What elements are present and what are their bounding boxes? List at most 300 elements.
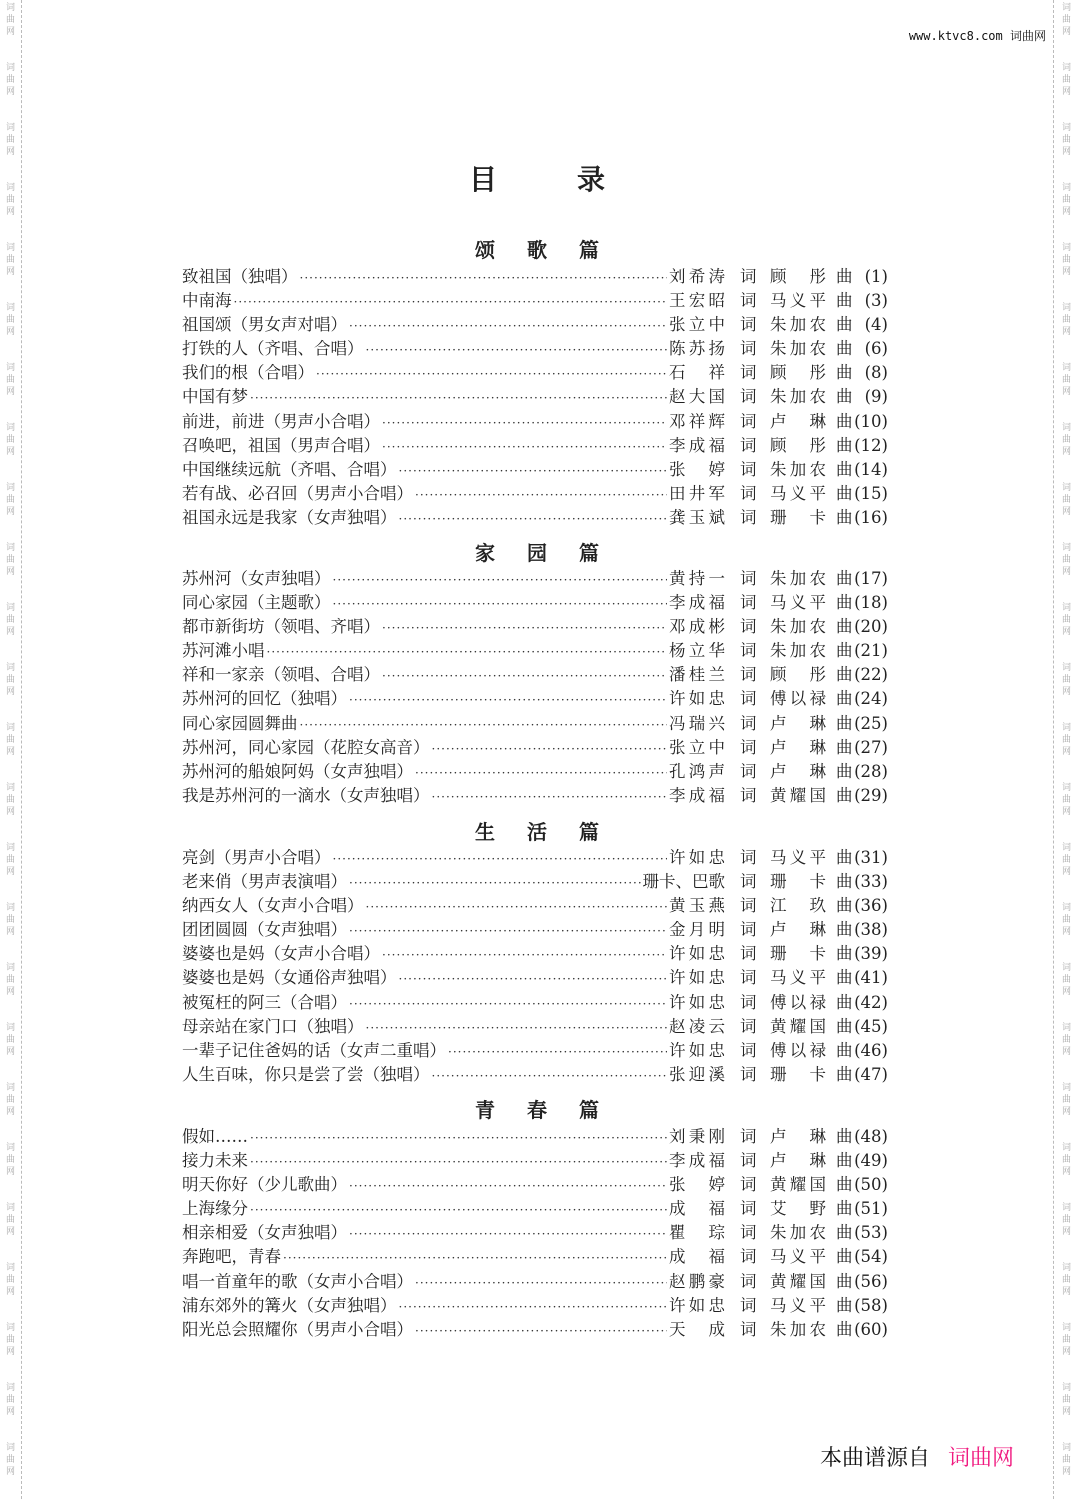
lyricist: 张 婷	[669, 459, 725, 479]
source-text: 本曲谱源自	[820, 1446, 931, 1471]
lyric-label: 词	[740, 713, 757, 733]
site-url[interactable]: www.ktvc8.com	[908, 29, 1003, 43]
song-title: 我是苏州河的一滴水（女声独唱）	[182, 785, 430, 805]
dot-leader	[415, 1276, 667, 1290]
composer: 顾 彤	[770, 267, 826, 286]
composer: 马义平	[770, 291, 826, 311]
song-title: 苏州河，同心家园（花腔女高音）	[182, 737, 430, 757]
toc-entry[interactable]	[182, 335, 888, 359]
dot-leader	[399, 464, 668, 478]
toc-entry[interactable]	[182, 685, 888, 709]
watermark-text: 词曲网	[1060, 362, 1070, 398]
lyric-label: 词	[740, 992, 757, 1012]
page-number: (39)	[854, 944, 888, 964]
section-list	[182, 263, 888, 528]
lyric-label: 词	[740, 483, 757, 503]
lyric-label: 词	[740, 435, 757, 455]
lyricist: 刘秉刚	[669, 1127, 725, 1146]
music-label: 曲	[836, 641, 853, 661]
lyricist: 张立中	[669, 315, 725, 335]
lyric-label: 词	[740, 339, 757, 359]
toc-entry[interactable]	[182, 964, 888, 988]
composer: 顾 彤	[770, 665, 826, 685]
watermark-text: 词曲网	[4, 122, 14, 158]
toc-entry[interactable]	[182, 892, 888, 916]
lyric-label: 词	[740, 1199, 757, 1219]
toc-entry[interactable]	[182, 1037, 888, 1061]
dot-leader	[283, 1251, 667, 1265]
toc-entry[interactable]	[182, 456, 888, 480]
toc-entry[interactable]	[182, 589, 888, 613]
lyric-label: 词	[740, 1271, 757, 1291]
lyricist: 黄玉燕	[669, 896, 725, 916]
dot-leader	[432, 1069, 668, 1083]
song-title: 接力未来	[182, 1151, 248, 1171]
song-title: 同心家园（主题歌）	[182, 593, 331, 613]
dot-leader	[250, 1131, 667, 1145]
watermark-text: 词曲网	[1060, 1442, 1070, 1478]
section-list	[182, 844, 888, 1085]
page-number: (38)	[854, 920, 888, 940]
lyric-label: 词	[740, 507, 757, 527]
song-title: 若有战、必召回（男声小合唱）	[182, 483, 413, 503]
music-label: 曲	[836, 1016, 853, 1036]
page-number: (6)	[864, 339, 888, 359]
dot-leader	[415, 488, 667, 502]
composer: 朱加农	[770, 315, 826, 335]
music-label: 曲	[836, 593, 853, 613]
dot-leader	[349, 1179, 667, 1193]
watermark-text: 词曲网	[1060, 182, 1070, 218]
watermark-text: 词曲网	[1060, 62, 1070, 98]
dot-leader	[349, 319, 667, 333]
music-label: 曲	[836, 689, 853, 709]
page-number: (22)	[854, 665, 888, 685]
watermark-text: 词曲网	[4, 662, 14, 698]
dot-leader	[382, 621, 667, 635]
lyric-label: 词	[740, 1223, 757, 1243]
lyric-label: 词	[740, 459, 757, 479]
page-number: (14)	[854, 459, 888, 479]
site-header	[909, 27, 1046, 44]
page-number: (17)	[854, 569, 888, 588]
lyricist: 石 祥	[669, 363, 725, 383]
lyric-label: 词	[740, 1175, 757, 1195]
toc-entry[interactable]	[182, 1013, 888, 1037]
watermark-text: 词曲网	[4, 1442, 14, 1478]
toc-entry[interactable]	[182, 868, 888, 892]
lyric-label: 词	[740, 1040, 757, 1060]
page-number: (24)	[854, 689, 888, 709]
song-title: 苏河滩小唱	[182, 641, 265, 661]
toc-entry[interactable]	[182, 1292, 888, 1316]
music-label: 曲	[836, 1040, 853, 1060]
watermark-text: 词曲网	[1060, 602, 1070, 638]
music-label: 曲	[836, 1175, 853, 1195]
toc-entry[interactable]	[182, 1219, 888, 1243]
dot-leader	[333, 852, 668, 866]
lyricist: 许如忠	[669, 992, 725, 1012]
lyricist: 潘桂兰	[669, 665, 725, 685]
lyricist: 李成福	[669, 1151, 725, 1171]
song-title: 祖国颂（男女声对唱）	[182, 315, 347, 335]
dot-leader	[366, 900, 668, 914]
music-label: 曲	[836, 1064, 853, 1084]
watermark-text: 词曲网	[1060, 662, 1070, 698]
composer: 卢 琳	[770, 411, 826, 431]
music-label: 曲	[836, 1223, 853, 1243]
lyric-label: 词	[740, 944, 757, 964]
music-label: 曲	[836, 761, 853, 781]
page-number: (21)	[854, 641, 888, 661]
composer: 傅以禄	[770, 992, 826, 1012]
toc-entry[interactable]	[182, 1147, 888, 1171]
watermark-text: 词曲网	[4, 1382, 14, 1418]
song-title: 打铁的人（齐唱、合唱）	[182, 339, 364, 359]
lyricist: 龚玉斌	[669, 507, 725, 527]
lyricist: 许如忠	[669, 1295, 725, 1315]
watermark-text: 词曲网	[4, 1082, 14, 1118]
song-title: 人生百味，你只是尝了尝（独唱）	[182, 1064, 430, 1084]
composer: 朱加农	[770, 569, 826, 588]
song-title: 浦东郊外的篝火（女声独唱）	[182, 1295, 397, 1315]
watermark-text: 词曲网	[1060, 1262, 1070, 1298]
watermark-text: 词曲网	[1060, 902, 1070, 938]
song-title: 相亲相爱（女声独唱）	[182, 1223, 347, 1243]
song-title: 婆婆也是妈（女通俗声独唱）	[182, 968, 397, 988]
lyric-label: 词	[740, 315, 757, 335]
watermark-text: 词曲网	[1060, 842, 1070, 878]
lyricist: 许如忠	[669, 848, 725, 867]
lyricist: 李成福	[669, 785, 725, 805]
watermark-text: 词曲网	[4, 2, 14, 38]
watermark-text: 词曲网	[4, 1022, 14, 1058]
watermark-text: 词曲网	[4, 722, 14, 758]
lyricist: 成 福	[669, 1247, 725, 1267]
song-title: 都市新街坊（领唱、齐唱）	[182, 617, 380, 637]
lyricist: 张 婷	[669, 1175, 725, 1195]
composer: 朱加农	[770, 459, 826, 479]
lyricist: 冯瑞兴	[669, 713, 725, 733]
toc-entry[interactable]	[182, 637, 888, 661]
dot-leader	[300, 271, 668, 285]
lyricist: 杨立华	[669, 641, 725, 661]
toc-entry[interactable]	[182, 383, 888, 407]
toc-entry[interactable]	[182, 844, 888, 868]
song-title: 母亲站在家门口（独唱）	[182, 1016, 364, 1036]
dot-leader	[448, 1045, 667, 1059]
toc-entry[interactable]	[182, 989, 888, 1013]
toc-entry[interactable]	[182, 1243, 888, 1267]
toc-entry[interactable]	[182, 758, 888, 782]
page-number: (51)	[854, 1199, 888, 1219]
song-title: 明天你好（少儿歌曲）	[182, 1175, 347, 1195]
composer: 黄耀国	[770, 1175, 826, 1195]
song-title: 苏州河的回忆（独唱）	[182, 689, 347, 709]
dot-leader	[382, 669, 667, 683]
composer: 朱加农	[770, 641, 826, 661]
song-title: 中国继续远航（齐唱、合唱）	[182, 459, 397, 479]
lyricist: 陈苏扬	[669, 339, 725, 359]
page-number: (36)	[854, 896, 888, 916]
watermark-strip-left	[2, 0, 16, 1500]
page-number: (60)	[854, 1319, 888, 1339]
page-number: (28)	[854, 761, 888, 781]
page-number: (3)	[864, 291, 888, 311]
lyric-label: 词	[740, 569, 757, 588]
page-number: (41)	[854, 968, 888, 988]
song-title: 假如……	[182, 1127, 248, 1146]
composer: 卢 琳	[770, 1151, 826, 1171]
toc-entry[interactable]	[182, 1268, 888, 1292]
page-number: (46)	[854, 1040, 888, 1060]
composer: 江 玖	[770, 896, 826, 916]
dot-leader	[399, 1300, 668, 1314]
music-label: 曲	[836, 363, 853, 383]
lyricist: 孔鸿声	[669, 761, 725, 781]
music-label: 曲	[836, 507, 853, 527]
dot-leader	[399, 512, 668, 526]
toc-entry[interactable]	[182, 1171, 888, 1195]
composer: 顾 彤	[770, 435, 826, 455]
toc-entry[interactable]	[182, 710, 888, 734]
song-title: 苏州河（女声独唱）	[182, 569, 331, 588]
lyric-label: 词	[740, 761, 757, 781]
lyricist: 邓成彬	[669, 617, 725, 637]
song-title: 老来俏（男声表演唱）	[182, 872, 347, 892]
page-number: (10)	[854, 411, 888, 431]
music-label: 曲	[836, 872, 853, 892]
dot-leader	[382, 440, 667, 454]
music-label: 曲	[836, 411, 853, 431]
page-number: (49)	[854, 1151, 888, 1171]
music-label: 曲	[836, 1271, 853, 1291]
composer: 顾 彤	[770, 363, 826, 383]
dot-leader	[349, 924, 667, 938]
composer: 珊 卡	[770, 507, 826, 527]
toc-entry[interactable]	[182, 1195, 888, 1219]
divider-left	[21, 0, 22, 1499]
watermark-text: 词曲网	[1060, 302, 1070, 338]
lyricist: 赵鹏豪	[669, 1271, 725, 1291]
song-title: 被冤枉的阿三（合唱）	[182, 992, 347, 1012]
page-number: (1)	[864, 267, 888, 286]
song-title: 召唤吧，祖国（男声合唱）	[182, 435, 380, 455]
dot-leader	[415, 766, 667, 780]
music-label: 曲	[836, 1199, 853, 1219]
music-label: 曲	[836, 1319, 853, 1339]
dot-leader	[250, 391, 667, 405]
lyric-label: 词	[740, 411, 757, 431]
page-number: (45)	[854, 1016, 888, 1036]
composer: 傅以禄	[770, 1040, 826, 1060]
lyric-label: 词	[740, 1064, 757, 1084]
lyricist: 张迎溪	[669, 1064, 725, 1084]
dot-leader	[432, 742, 668, 756]
watermark-text: 词曲网	[1060, 962, 1070, 998]
dot-leader	[382, 416, 667, 430]
page-number: (16)	[854, 507, 888, 527]
watermark-text: 词曲网	[4, 902, 14, 938]
watermark-text: 词曲网	[1060, 122, 1070, 158]
composer: 马义平	[770, 1247, 826, 1267]
lyric-label: 词	[740, 737, 757, 757]
lyricist: 田井军	[669, 483, 725, 503]
lyric-label: 词	[740, 1319, 757, 1339]
music-label: 曲	[836, 339, 853, 359]
lyricist: 成 福	[669, 1199, 725, 1219]
music-label: 曲	[836, 920, 853, 940]
composer: 朱加农	[770, 339, 826, 359]
page-number: (4)	[864, 315, 888, 335]
page-number: (58)	[854, 1295, 888, 1315]
page-number: (56)	[854, 1271, 888, 1291]
toc-entry[interactable]	[182, 734, 888, 758]
composer: 艾 野	[770, 1199, 826, 1219]
page-number: (12)	[854, 435, 888, 455]
music-label: 曲	[836, 1127, 853, 1146]
composer: 黄耀国	[770, 1016, 826, 1036]
dot-leader	[432, 790, 668, 804]
music-label: 曲	[836, 785, 853, 805]
song-title: 中南海	[182, 291, 232, 311]
page-number: (9)	[864, 387, 888, 407]
lyric-label: 词	[740, 1127, 757, 1146]
toc-entry[interactable]	[182, 661, 888, 685]
toc-entry[interactable]	[182, 782, 888, 806]
watermark-text: 词曲网	[4, 962, 14, 998]
lyric-label: 词	[740, 689, 757, 709]
song-title: 上海缘分	[182, 1199, 248, 1219]
music-label: 曲	[836, 459, 853, 479]
watermark-text: 词曲网	[1060, 542, 1070, 578]
page-number: (48)	[854, 1127, 888, 1146]
song-title: 婆婆也是妈（女声小合唱）	[182, 944, 380, 964]
toc-entry[interactable]	[182, 287, 888, 311]
song-title: 团团圆圆（女声独唱）	[182, 920, 347, 940]
dot-leader	[349, 693, 667, 707]
page-number: (18)	[854, 593, 888, 613]
lyric-label: 词	[740, 641, 757, 661]
toc-entry[interactable]	[182, 940, 888, 964]
composer: 朱加农	[770, 617, 826, 637]
music-label: 曲	[836, 1151, 853, 1171]
page-number: (54)	[854, 1247, 888, 1267]
lyricist: 张立中	[669, 737, 725, 757]
toc-entry[interactable]	[182, 480, 888, 504]
lyricist: 黄持一	[669, 569, 725, 588]
section-list	[182, 1123, 888, 1340]
section-list	[182, 565, 888, 806]
source-site-link[interactable]: 词曲网	[948, 1446, 1015, 1471]
watermark-text: 词曲网	[4, 1322, 14, 1358]
lyric-label: 词	[740, 617, 757, 637]
watermark-text: 词曲网	[4, 842, 14, 878]
music-label: 曲	[836, 387, 853, 407]
song-title: 唱一首童年的歌（女声小合唱）	[182, 1271, 413, 1291]
lyricist: 王宏昭	[669, 291, 725, 311]
music-label: 曲	[836, 896, 853, 916]
dot-leader	[349, 876, 641, 890]
music-label: 曲	[836, 435, 853, 455]
watermark-text: 词曲网	[1060, 782, 1070, 818]
lyric-label: 词	[740, 896, 757, 916]
composer: 卢 琳	[770, 761, 826, 781]
watermark-text: 词曲网	[1060, 1322, 1070, 1358]
music-label: 曲	[836, 992, 853, 1012]
toc-entry[interactable]	[182, 916, 888, 940]
dot-leader	[399, 972, 668, 986]
dot-leader	[250, 1203, 667, 1217]
toc-entry[interactable]	[182, 408, 888, 432]
toc-entry[interactable]	[182, 565, 888, 589]
song-title: 致祖国（独唱）	[182, 267, 298, 286]
dot-leader	[316, 367, 667, 381]
source-footer	[820, 1441, 1014, 1472]
page-number: (31)	[854, 848, 888, 867]
watermark-text: 词曲网	[1060, 1382, 1070, 1418]
dot-leader	[366, 343, 668, 357]
composer: 珊 卡	[770, 872, 826, 892]
watermark-strip-right	[1058, 0, 1072, 1500]
watermark-text: 词曲网	[4, 782, 14, 818]
toc-entry[interactable]	[182, 1316, 888, 1340]
page-number: (25)	[854, 713, 888, 733]
watermark-text: 词曲网	[1060, 1082, 1070, 1118]
composer: 卢 琳	[770, 713, 826, 733]
dot-leader	[349, 997, 667, 1011]
watermark-text: 词曲网	[1060, 722, 1070, 758]
music-label: 曲	[836, 267, 853, 286]
page-number: (33)	[854, 872, 888, 892]
song-title: 纳西女人（女声小合唱）	[182, 896, 364, 916]
lyricist: 赵凌云	[669, 1016, 725, 1036]
page-number: (20)	[854, 617, 888, 637]
lyricist: 珊卡、巴歌	[642, 872, 725, 892]
toc-entry[interactable]	[182, 311, 888, 335]
toc-entry[interactable]	[182, 504, 888, 528]
lyric-label: 词	[740, 665, 757, 685]
lyricist: 瞿 琮	[669, 1223, 725, 1243]
dot-leader	[415, 1324, 667, 1338]
toc-entry[interactable]	[182, 432, 888, 456]
toc-entry[interactable]	[182, 1061, 888, 1085]
watermark-text: 词曲网	[1060, 422, 1070, 458]
watermark-text: 词曲网	[4, 1142, 14, 1178]
dot-leader	[382, 948, 667, 962]
song-title: 我们的根（合唱）	[182, 363, 314, 383]
toc-entry[interactable]	[182, 359, 888, 383]
lyric-label: 词	[740, 593, 757, 613]
watermark-text: 词曲网	[4, 302, 14, 338]
music-label: 曲	[836, 1295, 853, 1315]
dot-leader	[333, 573, 668, 587]
dot-leader	[250, 1155, 667, 1169]
music-label: 曲	[836, 968, 853, 988]
composer: 朱加农	[770, 1319, 826, 1339]
toc-entry[interactable]	[182, 613, 888, 637]
watermark-text: 词曲网	[4, 602, 14, 638]
dot-leader	[333, 597, 668, 611]
composer: 傅以禄	[770, 689, 826, 709]
watermark-text: 词曲网	[1060, 1202, 1070, 1238]
lyricist: 李成福	[669, 435, 725, 455]
toc-entry[interactable]	[182, 1123, 888, 1147]
dot-leader	[349, 1227, 667, 1241]
lyric-label: 词	[740, 968, 757, 988]
watermark-text: 词曲网	[1060, 482, 1070, 518]
toc-entry[interactable]	[182, 263, 888, 287]
